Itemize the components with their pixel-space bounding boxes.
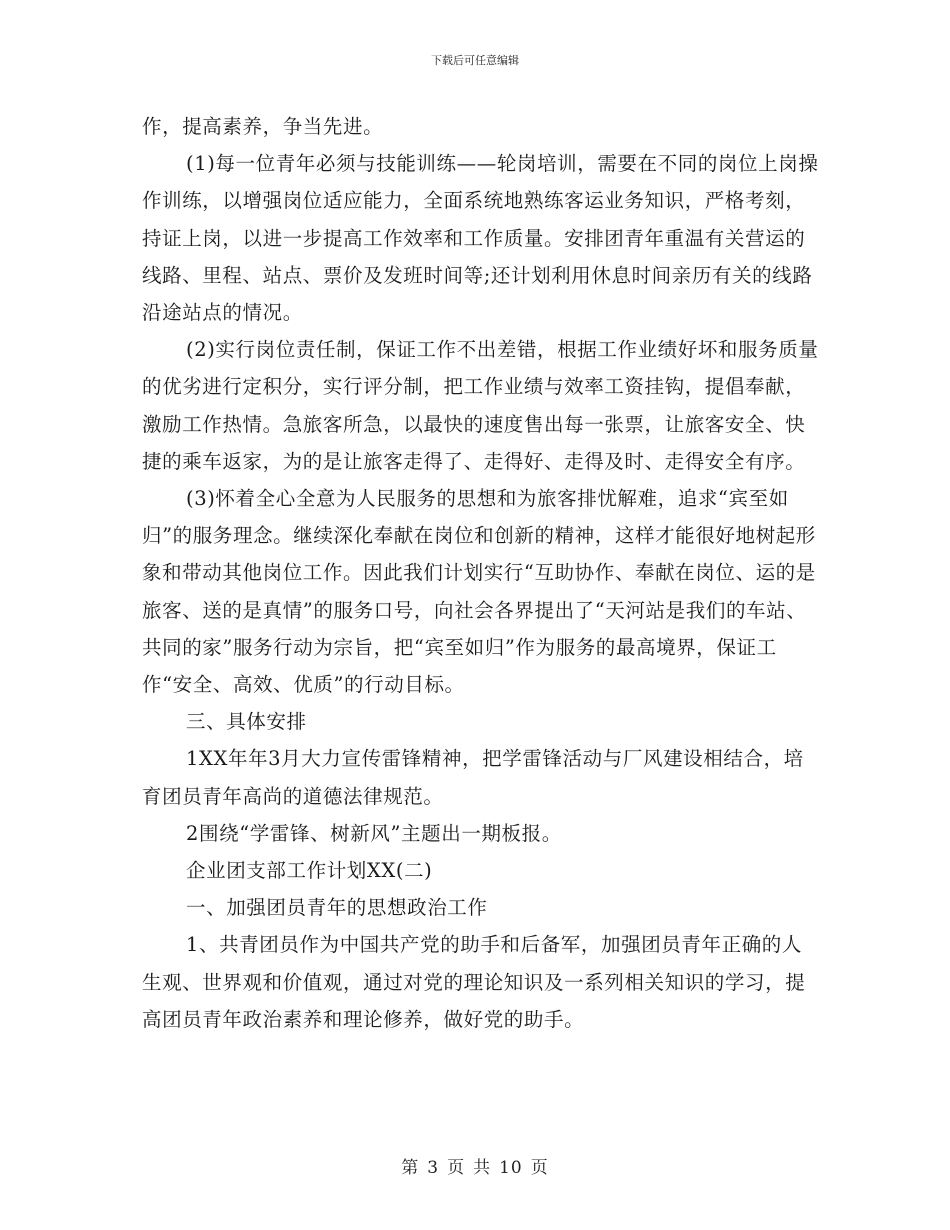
page-header: 下载后可任意编辑	[431, 54, 519, 67]
paragraph-3: (3)怀着全心全意为人民服务的思想和为旅客排忧解难，追求“宾至如归”的服务理念。继续深化奉献在岗位和创新的精神，这样才能很好地树起形象和带动其他岗位工作。因此我们计划实行“互助协作、奉献在岗位、运的是旅客、送的是真情”的服务口号，向社会各界提出了“天河站是我们的车站、共同的家”服务行动为宗旨，把“宾至如归”作为服务的最高境界，保证工作“安全、高效、优质”的行动目标。	[142, 487, 816, 697]
footer-prefix: 第	[401, 1158, 420, 1178]
paragraph-0: 作，提高素养，争当先进。	[142, 115, 384, 138]
paragraph-6: 2围绕“学雷锋、树新风”主题出一期板报。	[186, 821, 562, 845]
document-body	[142, 108, 822, 1038]
paragraph-2: (2)实行岗位责任制，保证工作不出差错，根据工作业绩好坏和服务质量的优劣进行定积分，实行评分制，把工作业绩与效率工资挂钩，提倡奉献，激励工作热情。急旅客所急，以最快的速度售出每一张票，让旅客安全、快捷的乘车返家，为的是让旅客走得了、走得好、走得及时、走得安全有序。	[142, 338, 819, 473]
footer-mid1: 页	[447, 1158, 466, 1178]
page-footer	[0, 1153, 950, 1178]
footer-mid2: 共	[473, 1158, 492, 1178]
footer-total-pages: 10	[499, 1158, 523, 1178]
paragraph-9: 1、共青团员作为中国共产党的助手和后备军，加强团员青年正确的人生观、世界观和价值观，通过对党的理论知识及一系列相关知识的学习，提高团员青年政治素养和理论修养，做好党的助手。	[142, 933, 806, 1031]
footer-current-page: 3	[427, 1158, 440, 1178]
footer-suffix: 页	[530, 1158, 549, 1178]
section-heading-plan-two: 企业团支部工作计划XX(二)	[186, 859, 433, 883]
paragraph-1: (1)每一位青年必须与技能训练——轮岗培训，需要在不同的岗位上岗操作训练，以增强岗位适应能力，全面系统地熟练客运业务知识，严格考刻，持证上岗，以进一步提高工作效率和工作质量。安排团青年重温有关营运的线路、里程、站点、票价及发班时间等;还计划利用休息时间亲历有关的线路沿途站点的情况。	[142, 152, 819, 325]
paragraph-5: 1XX年年3月大力宣传雷锋精神，把学雷锋活动与厂风建设相结合，培育团员青年高尚的道德法律规范。	[142, 747, 804, 808]
section-heading-arrangement: 三、具体安排	[186, 710, 307, 734]
section-heading-ideology: 一、加强团员青年的思想政治工作	[186, 896, 488, 920]
